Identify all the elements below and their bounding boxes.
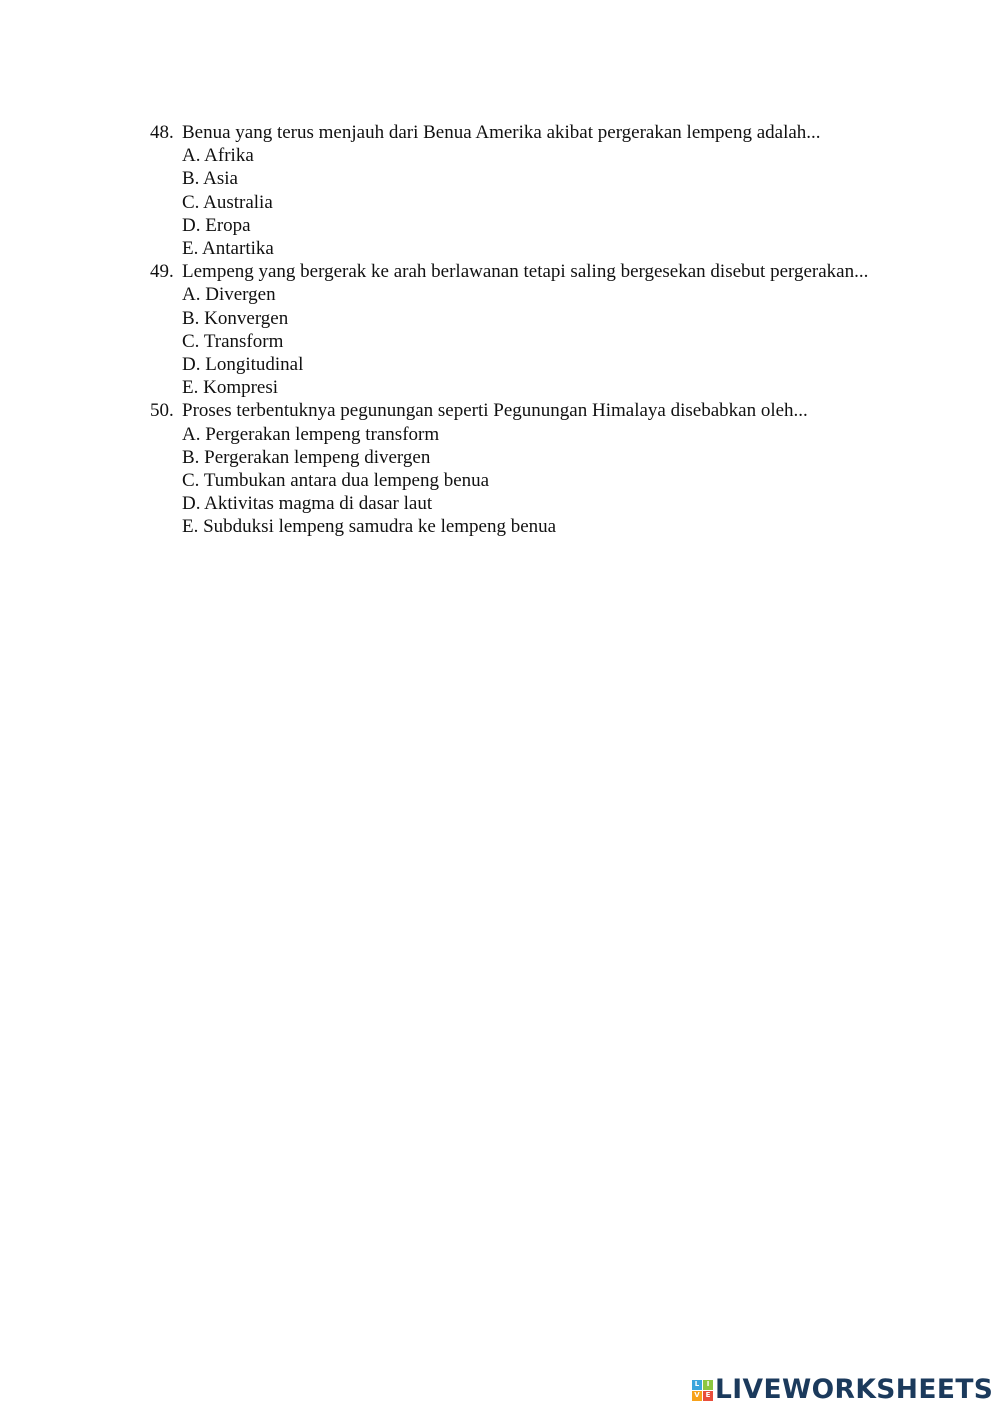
question-text: Lempeng yang bergerak ke arah berlawanan tetapi saling bergesekan disebut pergerakan... [182,261,869,283]
question-number: 48. [150,122,174,143]
logo-tile-l: L [692,1380,702,1390]
option-d: D. Longitudinal [182,354,304,376]
question-text: Proses terbentuknya pegunungan seperti Pegunungan Himalaya disebabkan oleh... [182,400,808,422]
option-d: D. Aktivitas magma di dasar laut [182,493,433,515]
option-c: C. Transform [182,330,284,352]
liveworksheets-logo [692,1375,993,1405]
option-c: C. Australia [182,191,273,213]
question-number: 50. [150,400,174,422]
option-list [150,423,910,539]
question-48 [150,121,910,260]
option-b: B. Pergerakan lempeng divergen [182,446,431,468]
question-list [150,121,910,539]
option-list [150,283,910,399]
option-e: E. Antartika [182,238,274,260]
question-50 [150,399,910,538]
option-b: B. Konvergen [182,307,289,329]
option-e: E. Kompresi [182,377,279,399]
liveworksheets-logo-icon [692,1380,713,1401]
option-a: A. Pergerakan lempeng transform [182,423,440,445]
option-c: C. Tumbukan antara dua lempeng benua [182,470,490,492]
option-e: E. Subduksi lempeng samudra ke lempeng benua [182,516,557,538]
option-b: B. Asia [182,168,238,190]
logo-tile-v: V [692,1391,702,1401]
question-number: 49. [150,261,174,283]
option-d: D. Eropa [182,214,251,236]
question-text: Benua yang terus menjauh dari Benua Amerika akibat pergerakan lempeng adalah... [182,122,821,143]
logo-wordmark: LIVEWORKSHEETS [715,1373,994,1405]
option-a: A. Divergen [182,284,276,306]
logo-tile-i: I [703,1380,713,1390]
question-49 [150,260,910,399]
logo-tile-e: E [703,1391,713,1401]
option-list [150,144,910,260]
option-a: A. Afrika [182,145,254,167]
